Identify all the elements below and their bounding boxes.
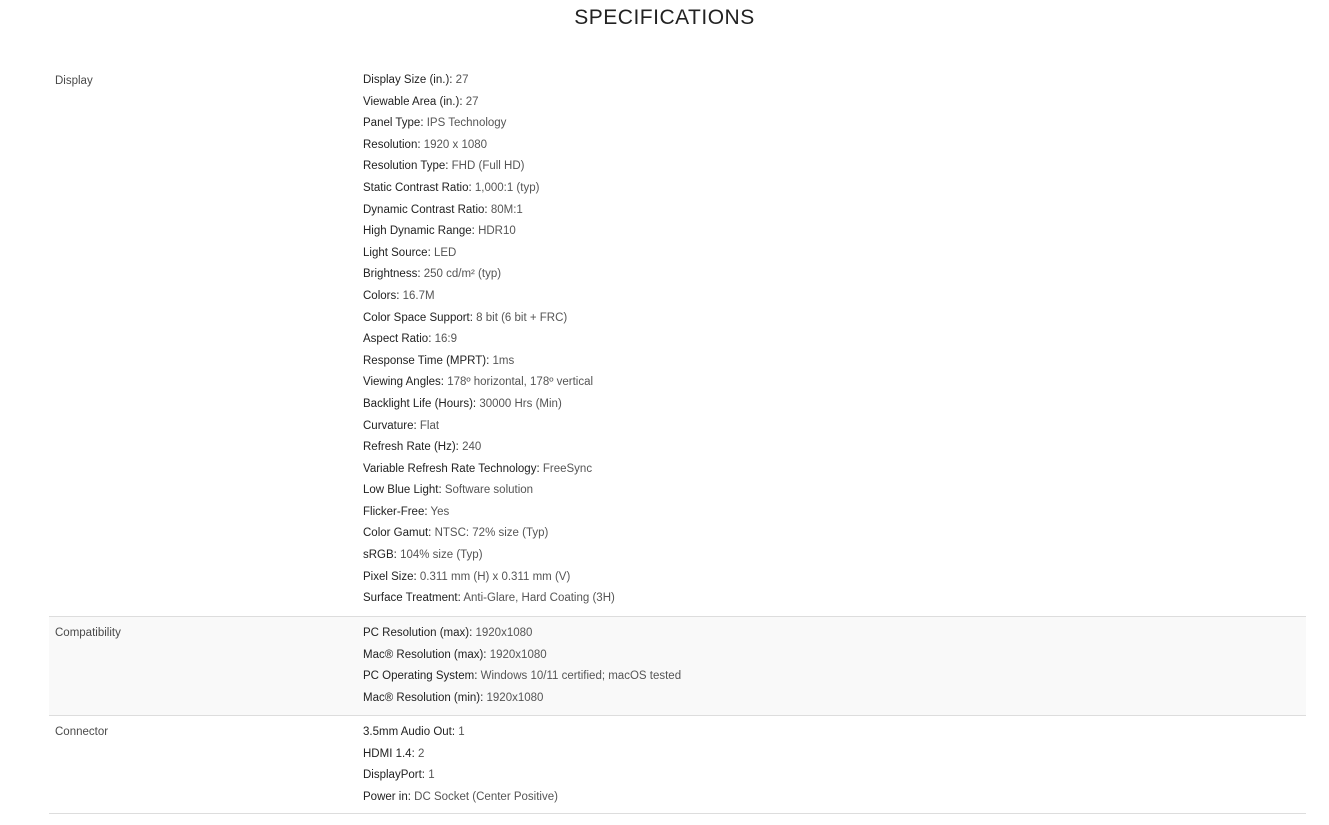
- spec-value: 2: [417, 747, 425, 760]
- spec-value: Anti-Glare, Hard Coating (3H): [463, 592, 615, 605]
- spec-key: Response Time (MPRT):: [363, 354, 490, 367]
- spec-key: Colors:: [363, 289, 400, 302]
- spec-row: [363, 787, 1306, 809]
- spec-row: [363, 480, 1306, 502]
- spec-key: Variable Refresh Rate Technology:: [363, 462, 540, 475]
- spec-value: 30000 Hrs (Min): [479, 397, 562, 410]
- spec-row: [363, 459, 1306, 481]
- spec-key: Curvature:: [363, 419, 417, 432]
- spec-key: DisplayPort:: [363, 769, 425, 782]
- spec-row: [363, 113, 1306, 135]
- spec-key: Resolution Type:: [363, 160, 449, 173]
- spec-value: 250 cd/m² (typ): [423, 268, 502, 281]
- spec-key: Viewable Area (in.):: [363, 95, 463, 108]
- spec-value: LED: [433, 246, 457, 259]
- spec-row: [363, 200, 1306, 222]
- spec-row: [363, 394, 1306, 416]
- spec-key: Mac® Resolution (max):: [363, 648, 487, 661]
- section-label-compatibility: Compatibility: [55, 627, 121, 639]
- spec-value: 1ms: [492, 354, 515, 367]
- spec-key: Panel Type:: [363, 117, 424, 130]
- spec-section-display: [49, 70, 1306, 617]
- spec-key: sRGB:: [363, 549, 397, 562]
- spec-value: 1: [458, 726, 465, 738]
- spec-row: [363, 545, 1306, 567]
- spec-key: Surface Treatment:: [363, 592, 461, 605]
- spec-key: Power in:: [363, 790, 411, 803]
- spec-key: Light Source:: [363, 246, 431, 259]
- spec-key: 3.5mm Audio Out:: [363, 726, 456, 738]
- spec-row: [363, 329, 1306, 351]
- spec-row: [363, 645, 1306, 667]
- spec-value: Yes: [430, 505, 450, 518]
- section-label-display: Display: [55, 75, 93, 87]
- spec-row: [363, 765, 1306, 787]
- spec-value: 8 bit (6 bit + FRC): [476, 311, 568, 324]
- spec-value: 27: [455, 74, 469, 86]
- spec-value: 16:9: [434, 333, 457, 346]
- spec-list-display: [363, 70, 1306, 612]
- spec-value: 27: [465, 95, 479, 108]
- spec-row: [363, 437, 1306, 459]
- spec-key: HDMI 1.4:: [363, 747, 415, 760]
- section-label-connector: Connector: [55, 726, 109, 738]
- spec-value: Software solution: [444, 484, 534, 497]
- spec-row: [363, 264, 1306, 286]
- spec-value: 0.311 mm (H) x 0.311 mm (V): [419, 570, 571, 583]
- spec-value: FreeSync: [542, 462, 593, 475]
- spec-section-compatibility: [49, 617, 1306, 716]
- spec-row: [363, 308, 1306, 330]
- spec-row: [363, 623, 1306, 645]
- spec-value: 1920x1080: [489, 648, 547, 661]
- spec-value: 178º horizontal, 178º vertical: [447, 376, 594, 389]
- spec-list-connector: [363, 722, 1306, 811]
- spec-value: HDR10: [478, 225, 516, 238]
- spec-key: Backlight Life (Hours):: [363, 397, 477, 410]
- spec-value: IPS Technology: [426, 117, 507, 130]
- spec-value: Windows 10/11 certified; macOS tested: [480, 670, 682, 683]
- spec-row: [363, 744, 1306, 766]
- spec-key: Flicker-Free:: [363, 505, 428, 518]
- spec-value: 1,000:1 (typ): [474, 181, 540, 194]
- spec-row: [363, 70, 1306, 92]
- spec-key: Brightness:: [363, 268, 421, 281]
- spec-value: 16.7M: [402, 289, 435, 302]
- spec-value: Flat: [419, 419, 440, 432]
- spec-row: [363, 416, 1306, 438]
- spec-row: [363, 156, 1306, 178]
- spec-key: PC Resolution (max):: [363, 627, 473, 639]
- spec-key: High Dynamic Range:: [363, 225, 475, 238]
- spec-row: [363, 666, 1306, 688]
- spec-key: Viewing Angles:: [363, 376, 444, 389]
- spec-key: Color Space Support:: [363, 311, 473, 324]
- spec-key: Aspect Ratio:: [363, 333, 432, 346]
- page-title: SPECIFICATIONS: [574, 6, 755, 29]
- spec-row: [363, 502, 1306, 524]
- spec-value: FHD (Full HD): [451, 160, 525, 173]
- spec-row: [363, 221, 1306, 243]
- spec-row: [363, 243, 1306, 265]
- spec-key: Display Size (in.):: [363, 74, 453, 86]
- spec-value: 104% size (Typ): [400, 549, 483, 562]
- spec-row: [363, 286, 1306, 308]
- spec-section-connector: [49, 716, 1306, 814]
- spec-key: Resolution:: [363, 138, 421, 151]
- spec-value: 1: [428, 769, 435, 782]
- spec-row: [363, 92, 1306, 114]
- spec-value: 80M:1: [490, 203, 523, 216]
- spec-key: Dynamic Contrast Ratio:: [363, 203, 488, 216]
- spec-table: [49, 70, 1306, 814]
- spec-value: 1920x1080: [475, 627, 533, 639]
- spec-key: Mac® Resolution (min):: [363, 691, 484, 704]
- spec-value: DC Socket (Center Positive): [414, 790, 558, 803]
- spec-key: PC Operating System:: [363, 670, 478, 683]
- spec-value: 1920x1080: [486, 691, 544, 704]
- spec-row: [363, 178, 1306, 200]
- spec-row: [363, 523, 1306, 545]
- spec-row: [363, 351, 1306, 373]
- spec-value: 1920 x 1080: [423, 138, 488, 151]
- spec-key: Refresh Rate (Hz):: [363, 441, 459, 454]
- spec-row: [363, 135, 1306, 157]
- spec-value: NTSC: 72% size (Typ): [434, 527, 549, 540]
- spec-key: Low Blue Light:: [363, 484, 442, 497]
- spec-key: Color Gamut:: [363, 527, 432, 540]
- spec-row: [363, 688, 1306, 710]
- spec-row: [363, 372, 1306, 394]
- spec-value: 240: [462, 441, 482, 454]
- spec-list-compatibility: [363, 623, 1306, 713]
- spec-key: Pixel Size:: [363, 570, 417, 583]
- spec-key: Static Contrast Ratio:: [363, 181, 472, 194]
- spec-row: [363, 567, 1306, 589]
- spec-row: [363, 588, 1306, 610]
- spec-row: [363, 722, 1306, 744]
